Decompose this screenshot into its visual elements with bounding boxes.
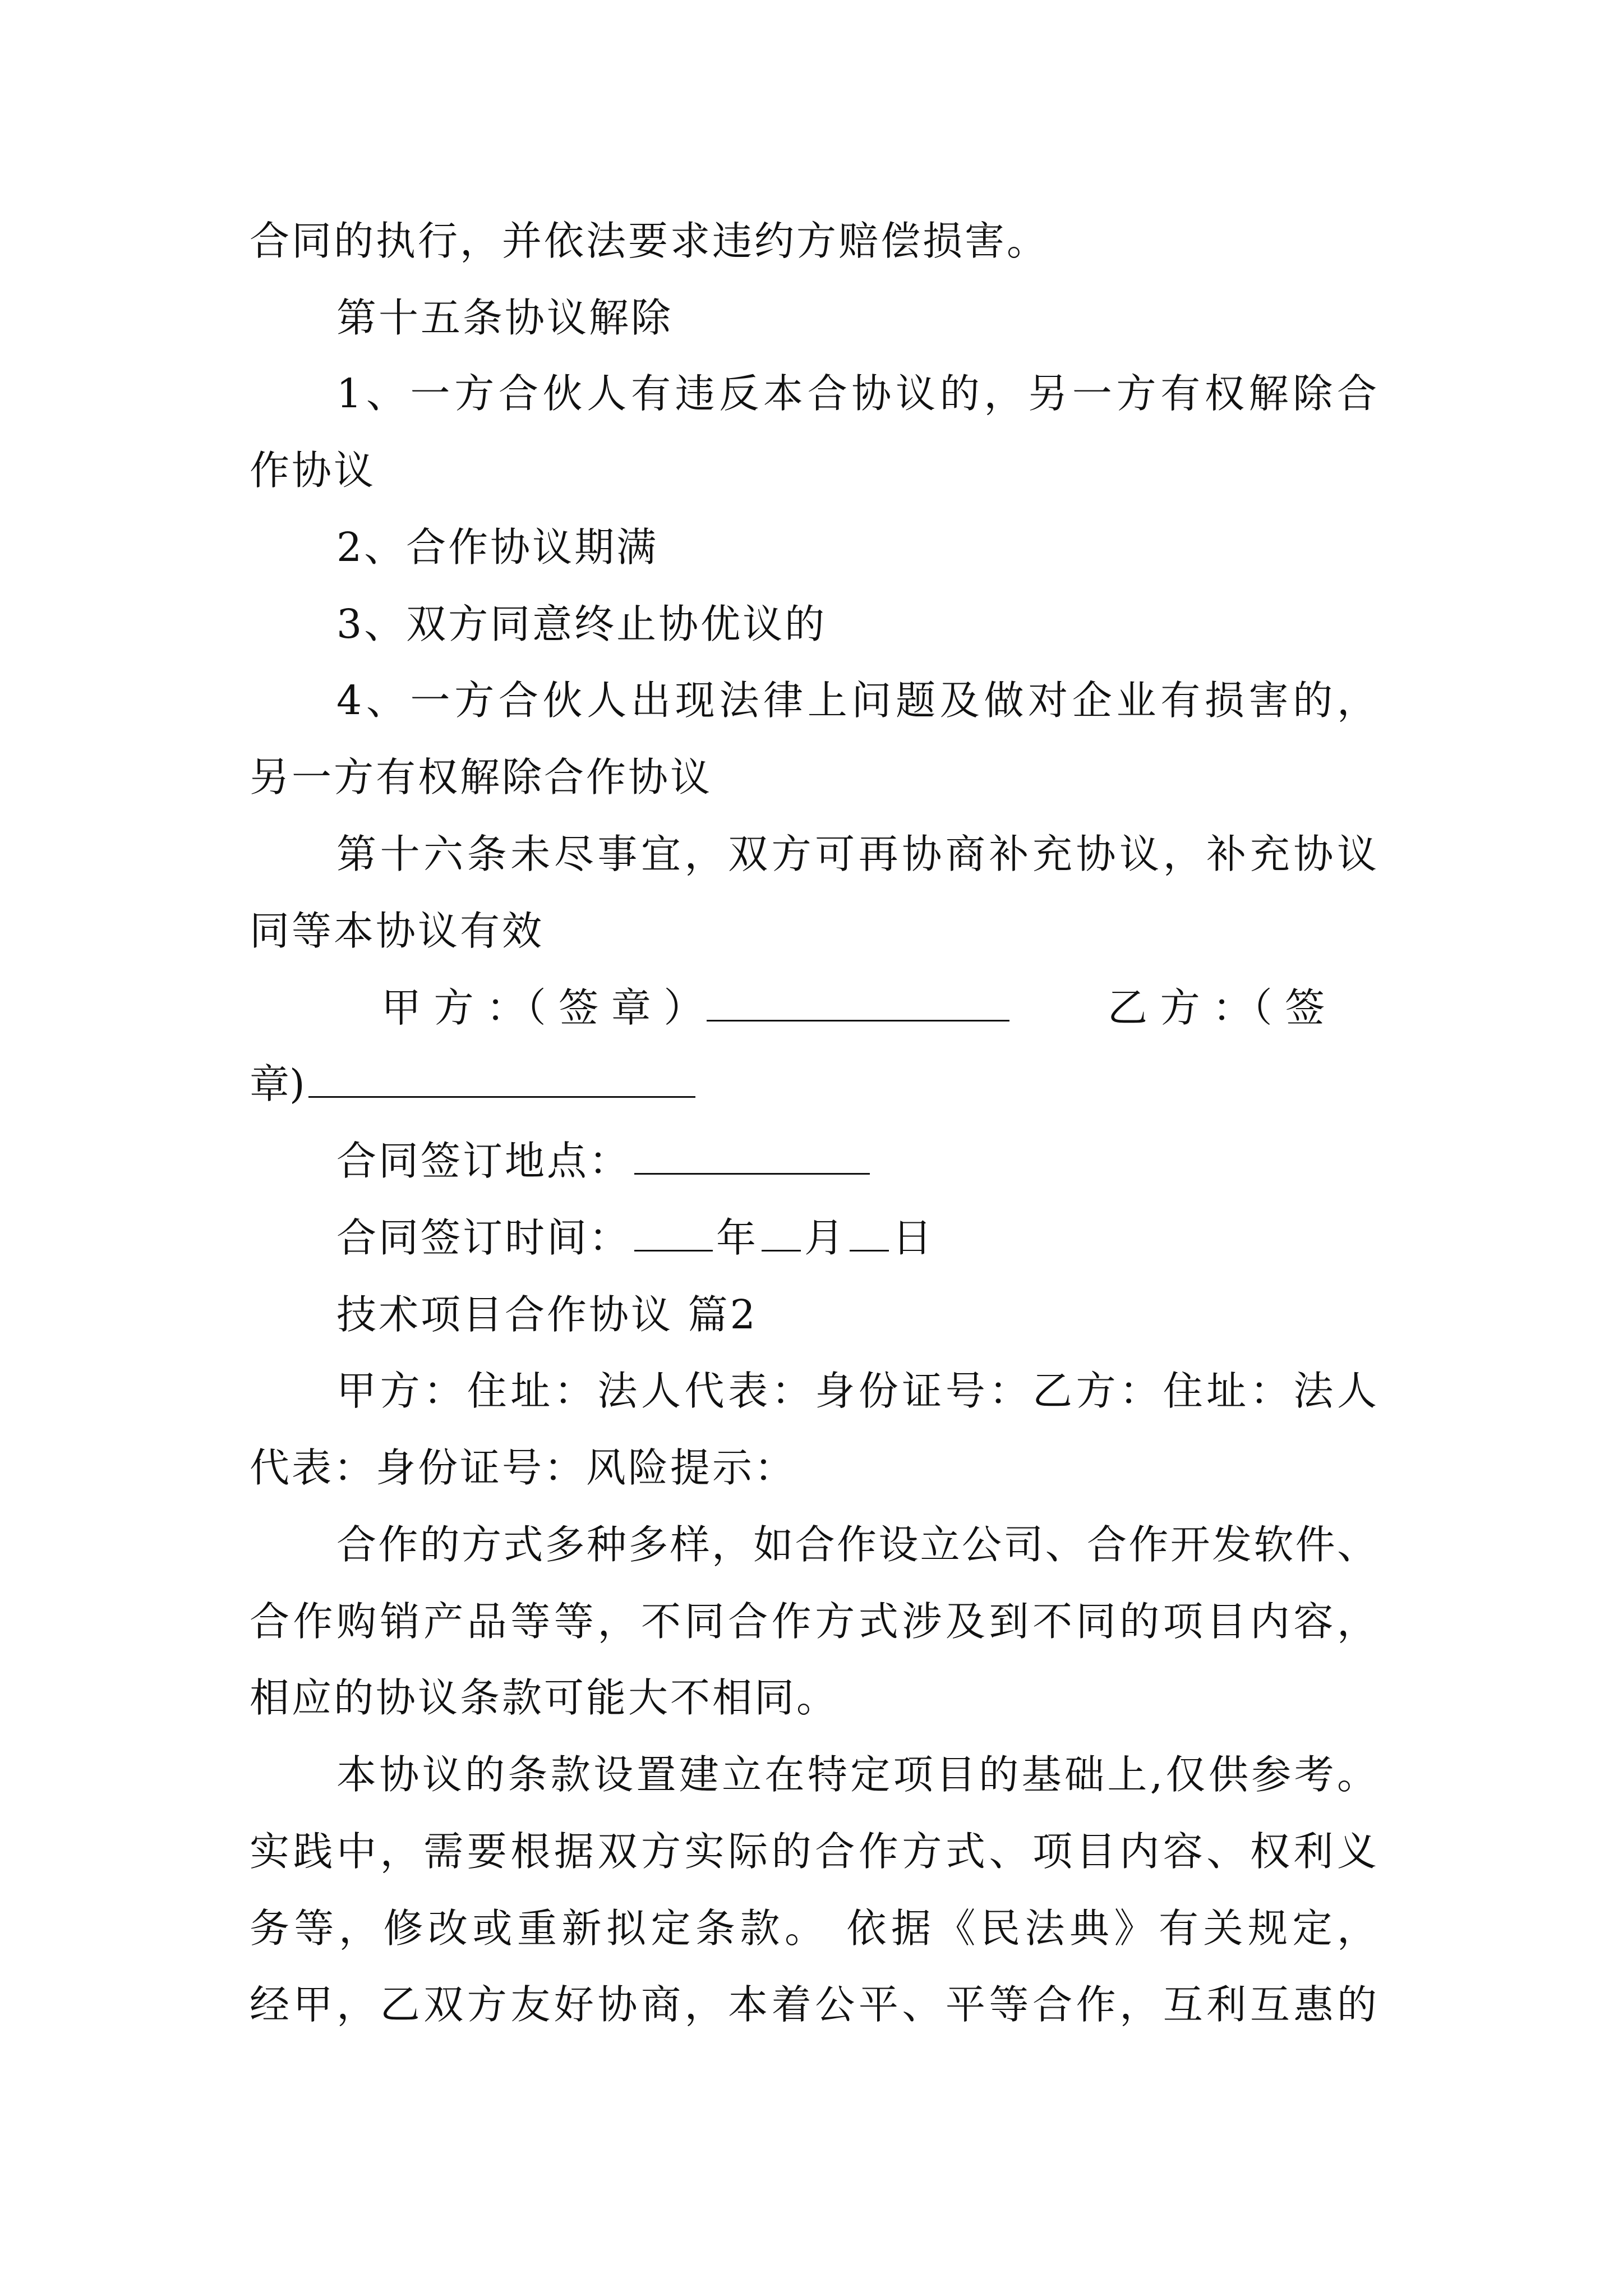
article-16-text: 第十六条未尽事宜，双方可再协商补充协议，补充协议 xyxy=(336,831,1377,877)
year-blank xyxy=(634,1211,713,1251)
signature-party-b-continued xyxy=(250,1056,699,1112)
text-line: 3、双方同意终止协优议的 xyxy=(336,601,827,647)
month-blank xyxy=(762,1211,801,1251)
signing-place xyxy=(336,1133,873,1189)
text-line: 2、合作协议期满 xyxy=(336,524,659,570)
text-line: 代表：身份证号：风险提示： xyxy=(250,1444,797,1491)
text-line: 本协议的条款设置建立在特定项目的基础上,仅供参考。 xyxy=(336,1751,1377,1798)
text-line: 实践中，需要根据双方实际的合作方式、项目内容、权利义 xyxy=(250,1828,1377,1875)
seal-end-text: 章) xyxy=(250,1061,305,1107)
party-a-label: 甲 方 ：（ 签 章 ） xyxy=(381,984,704,1031)
text-line: 合作的方式多种多样，如合作设立公司、合作开发软件、 xyxy=(336,1521,1377,1568)
signature-party-a xyxy=(381,980,1013,1036)
text-line: 1、一方合伙人有违反本合协议的，另一方有权解除合 xyxy=(336,370,1377,417)
signing-place-blank xyxy=(634,1134,870,1175)
text-line: 务等，修改或重新拟定条款。 依据《民法典》有关规定， xyxy=(250,1905,1377,1952)
text-line: 另一方有权解除合作协议 xyxy=(250,754,713,800)
party-b-label: 乙 方 ：（ 签 xyxy=(1108,984,1325,1031)
text-line: 合作购销产品等等，不同合作方式涉及到不同的项目内容， xyxy=(250,1598,1377,1645)
month-label: 月 xyxy=(804,1214,847,1261)
signing-place-label: 合同签订地点： xyxy=(336,1138,631,1184)
text-line: 同等本协议有效 xyxy=(250,908,545,954)
signing-time-label: 合同签订时间： xyxy=(336,1214,631,1261)
text-line: 4、一方合伙人出现法律上问题及做对企业有损害的， xyxy=(336,677,1377,724)
day-label: 日 xyxy=(892,1214,935,1261)
text-line: 作协议 xyxy=(250,447,376,494)
day-blank xyxy=(850,1211,889,1251)
article-15-heading: 第十五条协议解除 xyxy=(336,295,674,341)
text-line: 经甲，乙双方友好协商，本着公平、平等合作，互利互惠的 xyxy=(250,1981,1377,2028)
signing-time xyxy=(336,1210,934,1266)
party-b-signature-blank xyxy=(308,1057,695,1098)
year-label: 年 xyxy=(716,1214,759,1261)
part2-heading: 技术项目合作协议 篇2 xyxy=(336,1291,758,1338)
text-line: 相应的协议条款可能大不相同。 xyxy=(250,1674,839,1721)
text-line: 甲方：住址：法人代表：身份证号：乙方：住址：法人 xyxy=(336,1368,1377,1414)
text-line: 合同的执行，并依法要求违约方赔偿损害。 xyxy=(250,218,1049,264)
party-a-signature-blank xyxy=(707,981,1009,1022)
